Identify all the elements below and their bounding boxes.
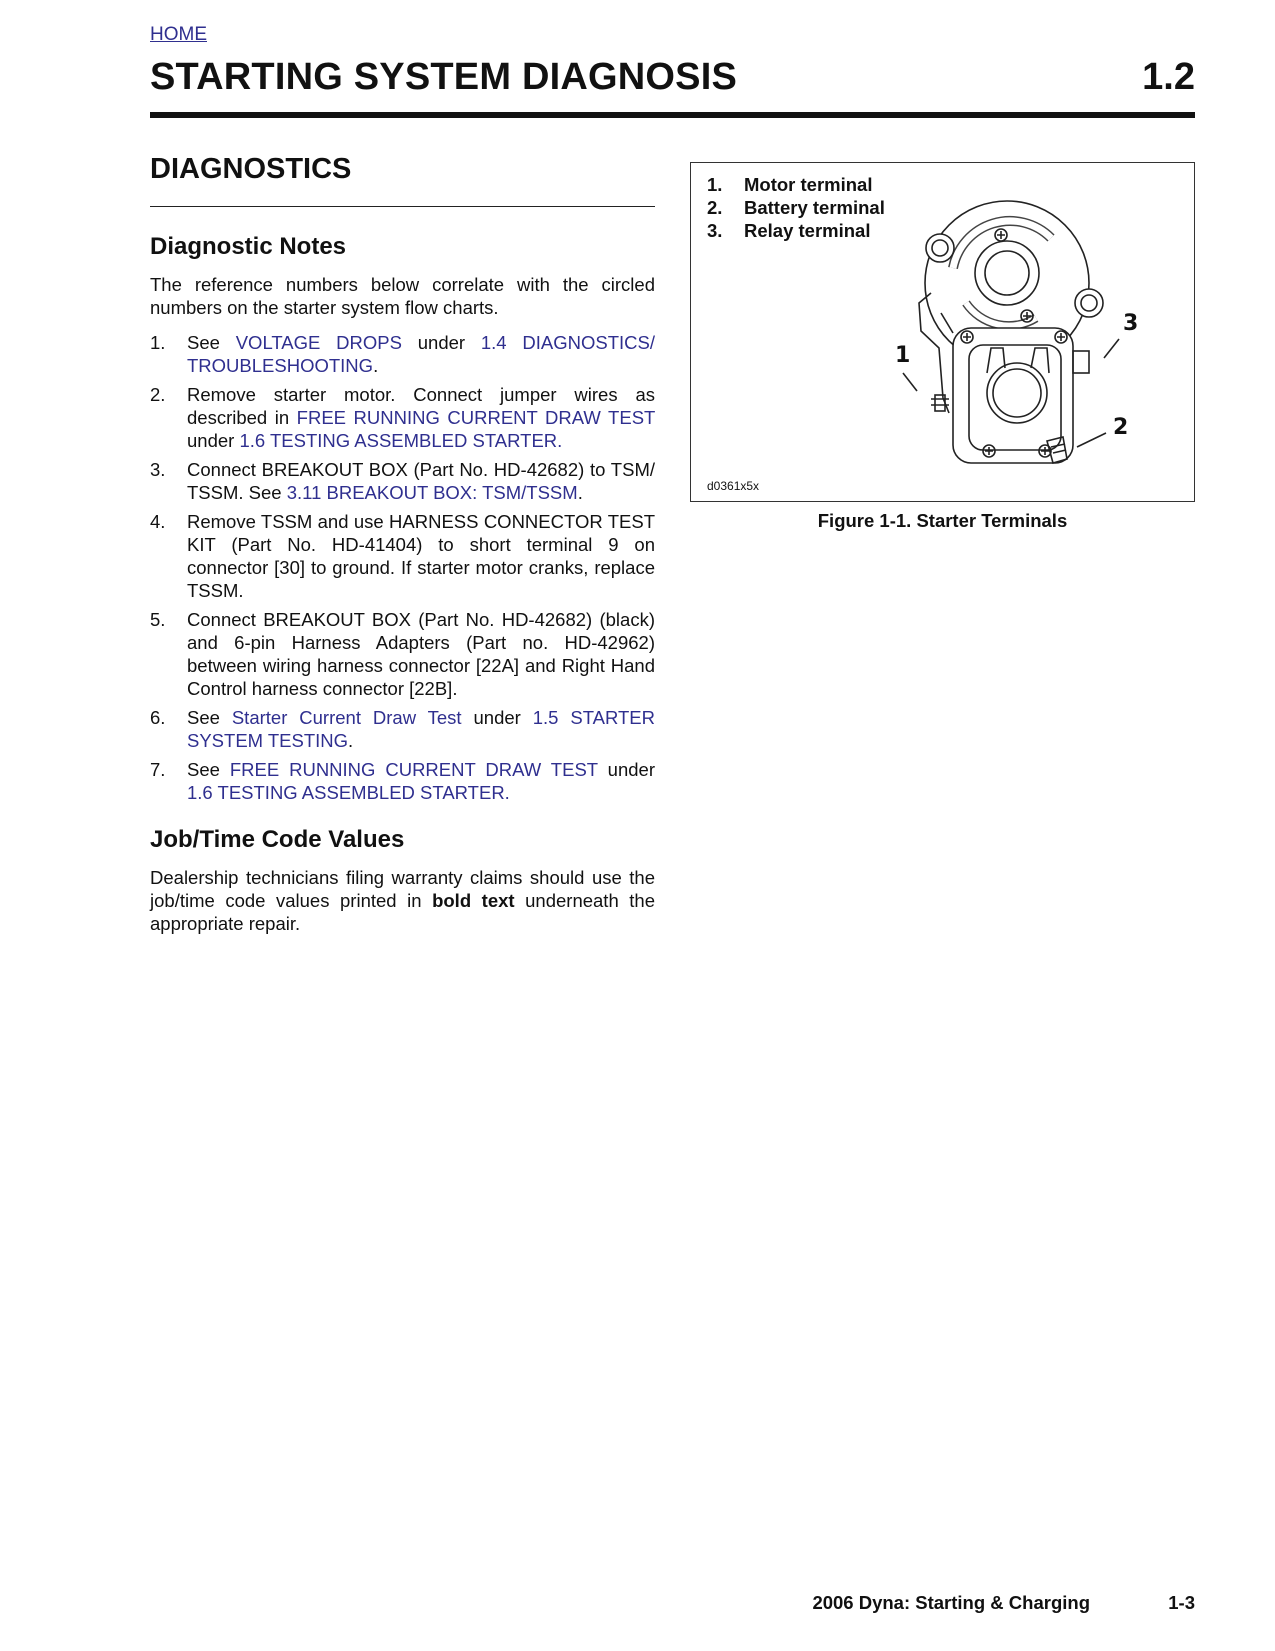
link-breakout-box[interactable]: 3.11 BREAKOUT BOX: TSM/TSSM [286,482,578,503]
link-voltage-drops[interactable]: VOLTAGE DROPS [235,332,402,353]
item-text: under [597,759,655,780]
item-number: 3. [150,459,166,480]
item-text: under [187,430,240,451]
callout-relay-terminal: 3 [1123,311,1139,336]
section-rule [150,206,655,207]
figure-caption: Figure 1-1. Starter Terminals [817,510,1068,531]
job-text-after: underneath the appropriate repair. [150,890,655,934]
item-text: Remove starter motor. Connect jumper wires as described in [187,384,655,428]
list-item [150,758,655,804]
link-diagnostics-troubleshooting[interactable]: 1.4 DIAGNOSTICS/ TROUBLESHOOTING [187,332,655,376]
item-text: See [187,759,230,780]
figure-legend [707,173,885,242]
list-item [150,458,655,504]
item-text: Connect BREAKOUT BOX (Part No. HD-42682) (black) and 6-pin Harness Adapters (Part no. HD-42962) between wiring harness connector [22A] and Right Hand Control harness connector [22B]. [187,609,655,699]
legend-label: Battery terminal [744,197,885,218]
legend-label: Relay terminal [744,220,871,241]
item-text: . [373,355,379,376]
list-item [150,331,655,377]
chapter-number: 1.2 [1142,56,1195,98]
link-testing-assembled-starter[interactable]: 1.6 TESTING ASSEMBLED STARTER. [187,782,510,803]
legend-number: 3. [707,220,723,241]
list-item [150,706,655,752]
figure-box [690,162,1195,502]
item-text: . [577,482,583,503]
job-text-bold: bold text [432,890,515,911]
item-number: 4. [150,511,166,532]
list-item [150,608,655,700]
section-title: DIAGNOSTICS [150,153,352,185]
legend-item [707,173,885,196]
list-item [150,510,655,602]
item-number: 5. [150,609,166,630]
item-text: under [401,332,481,353]
job-title: Job/Time Code Values [150,826,405,853]
job-text-before: Dealership technicians filing warranty claims should use the job/time code values printed in [150,867,655,911]
figure-id: d0361x5x [707,479,760,493]
item-text: under [461,707,533,728]
chapter-title: STARTING SYSTEM DIAGNOSIS [150,56,738,98]
footer-page-number: 1-3 [1168,1592,1195,1613]
item-text: Connect BREAKOUT BOX (Part No. HD-42682) to TSM/ TSSM. See [187,459,655,503]
title-rule [150,112,1195,118]
footer-manual-title: 2006 Dyna: Starting & Charging [812,1592,1090,1613]
item-text: See [187,707,232,728]
legend-number: 2. [707,197,723,218]
notes-list [150,331,655,804]
job-text [150,866,655,935]
link-starter-current-draw[interactable]: Starter Current Draw Test [231,707,462,728]
callout-motor-terminal: 1 [895,343,911,368]
item-number: 1. [150,332,166,353]
item-text: Remove TSSM and use HARNESS CONNECTOR TEST KIT (Part No. HD-41404) to short terminal 9 on connector [30] to ground. If starter motor cranks, replace TSSM. [187,511,655,601]
left-column [150,150,655,935]
notes-intro: The reference numbers below correlate with the circled numbers on the starter system flow charts. [150,274,655,318]
legend-item [707,196,885,219]
item-number: 6. [150,707,166,728]
notes-title: Diagnostic Notes [150,233,347,260]
callout-battery-terminal: 2 [1113,415,1129,440]
legend-label: Motor terminal [744,174,873,195]
home-link[interactable]: HOME [150,24,207,45]
list-item [150,383,655,452]
item-text: . [348,730,354,751]
legend-item [707,219,885,242]
legend-number: 1. [707,174,723,195]
item-number: 7. [150,759,166,780]
link-free-running-test[interactable]: FREE RUNNING CURRENT DRAW TEST [296,407,655,428]
item-number: 2. [150,384,166,405]
link-free-running-test[interactable]: FREE RUNNING CURRENT DRAW TEST [229,759,598,780]
item-text: See [187,332,236,353]
link-starter-system-testing[interactable]: 1.5 STARTER SYSTEM TESTING [187,707,656,751]
link-testing-assembled-starter[interactable]: 1.6 TESTING ASSEMBLED STARTER. [239,430,563,451]
